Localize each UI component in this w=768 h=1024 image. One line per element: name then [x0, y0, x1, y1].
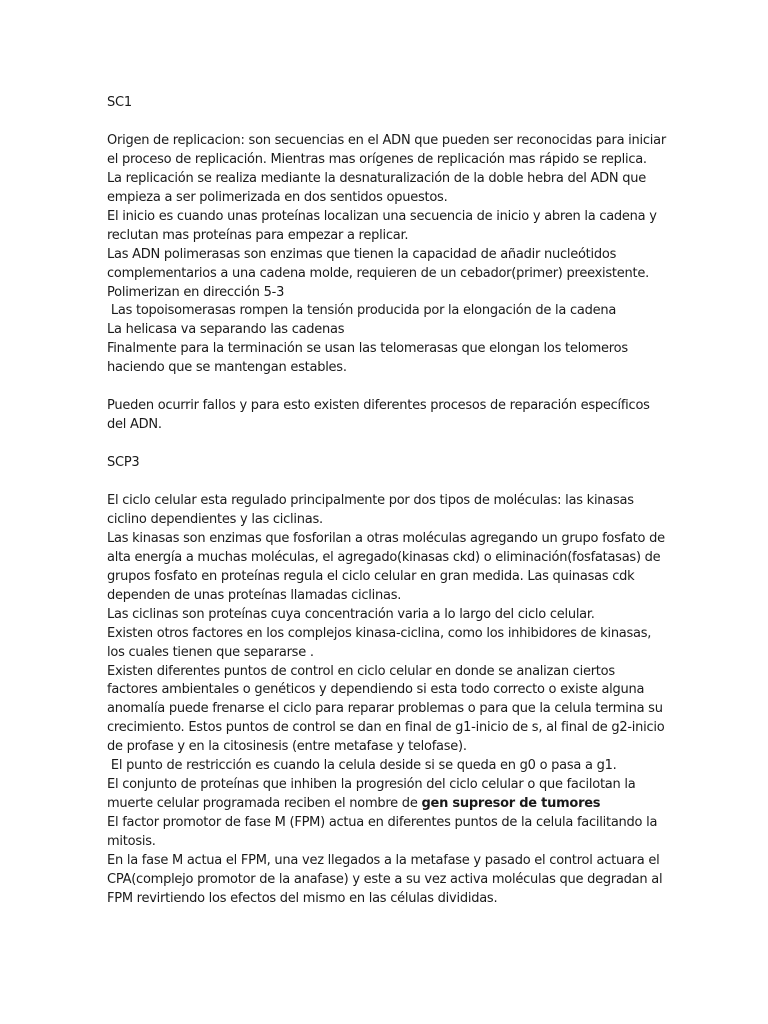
paragraph: El punto de restricción es cuando la celula deside si se queda en g0 o pasa a g1.: [107, 758, 617, 774]
paragraph-text: El conjunto de proteínas que inhiben la progresión del ciclo celular o que facilotan la muerte celular programada reciben el nombre de: [107, 777, 636, 812]
paragraph: El factor promotor de fase M (FPM) actua en diferentes puntos de la celula facilitando la mitosis.: [107, 815, 658, 850]
blank-line: [107, 378, 667, 397]
section-heading-scp3: SCP3: [107, 455, 140, 471]
blank-line: [107, 113, 667, 132]
paragraph: Las topoisomerasas rompen la tensión producida por la elongación de la cadena: [107, 303, 617, 319]
paragraph: Las kinasas son enzimas que fosforilan a otras moléculas agregando un grupo fosfato de alta energía a muchas moléculas, el agregado(kinasas ckd) o eliminación(fosfatasas) de grupos fosfato en proteínas regula el ciclo celular en gran medida. Las quinasas cdk dependen de unas proteínas llamadas ciclinas.: [107, 530, 665, 603]
paragraph: Las ADN polimerasas son enzimas que tienen la capacidad de añadir nucleótidos complementarios a una cadena molde, requieren de un cebador(primer) preexistente.: [107, 246, 649, 281]
paragraph: Las ciclinas son proteínas cuya concentración varia a lo largo del ciclo celular.: [107, 606, 595, 622]
paragraph: El inicio es cuando unas proteínas localizan una secuencia de inicio y abren la cadena y reclutan mas proteínas para empezar a replicar.: [107, 208, 657, 243]
paragraph: Finalmente para la terminación se usan las telomerasas que elongan los telomeros haciendo que se mantengan estables.: [107, 341, 628, 376]
paragraph: Origen de replicacion: son secuencias en el ADN que pueden ser reconocidas para iniciar el proceso de replicación. Mientras mas orígenes de replicación mas rápido se replica.: [107, 132, 666, 167]
paragraph: Pueden ocurrir fallos y para esto existen diferentes procesos de reparación específicos del ADN.: [107, 398, 650, 433]
document-body: [107, 94, 667, 909]
paragraph: La helicasa va separando las cadenas: [107, 322, 345, 338]
blank-line: [107, 473, 667, 492]
paragraph-suppressor: [107, 776, 667, 814]
section-heading-sc1: SC1: [107, 95, 132, 110]
paragraph: Existen diferentes puntos de control en ciclo celular en donde se analizan ciertos factores ambientales o genéticos y dependiendo si esta todo correcto o existe alguna anomalía puede frenarse el ciclo para reparar problemas o para que la celula termina su crecimiento. Estos puntos de control se dan en final de g1-inicio de s, al final de g2-inicio de profase y en la citosinesis (entre metafase y telofase).: [107, 663, 665, 755]
blank-line: [107, 435, 667, 454]
paragraph: La replicación se realiza mediante la desnaturalización de la doble hebra del ADN que empieza a ser polimerizada en dos sentidos opuestos.: [107, 170, 647, 205]
paragraph: En la fase M actua el FPM, una vez llegados a la metafase y pasado el control actuara el CPA(complejo promotor de la anafase) y este a su vez activa moléculas que degradan al FPM revirtiendo los efectos del mismo en las células divididas.: [107, 853, 663, 906]
paragraph: Polimerizan en dirección 5-3: [107, 284, 285, 300]
paragraph: El ciclo celular esta regulado principalmente por dos tipos de moléculas: las kinasas ciclino dependientes y las ciclinas.: [107, 492, 634, 527]
bold-term: gen supresor de tumores: [421, 796, 601, 812]
paragraph: Existen otros factores en los complejos kinasa-ciclina, como los inhibidores de kinasas, los cuales tienen que separarse .: [107, 625, 652, 660]
